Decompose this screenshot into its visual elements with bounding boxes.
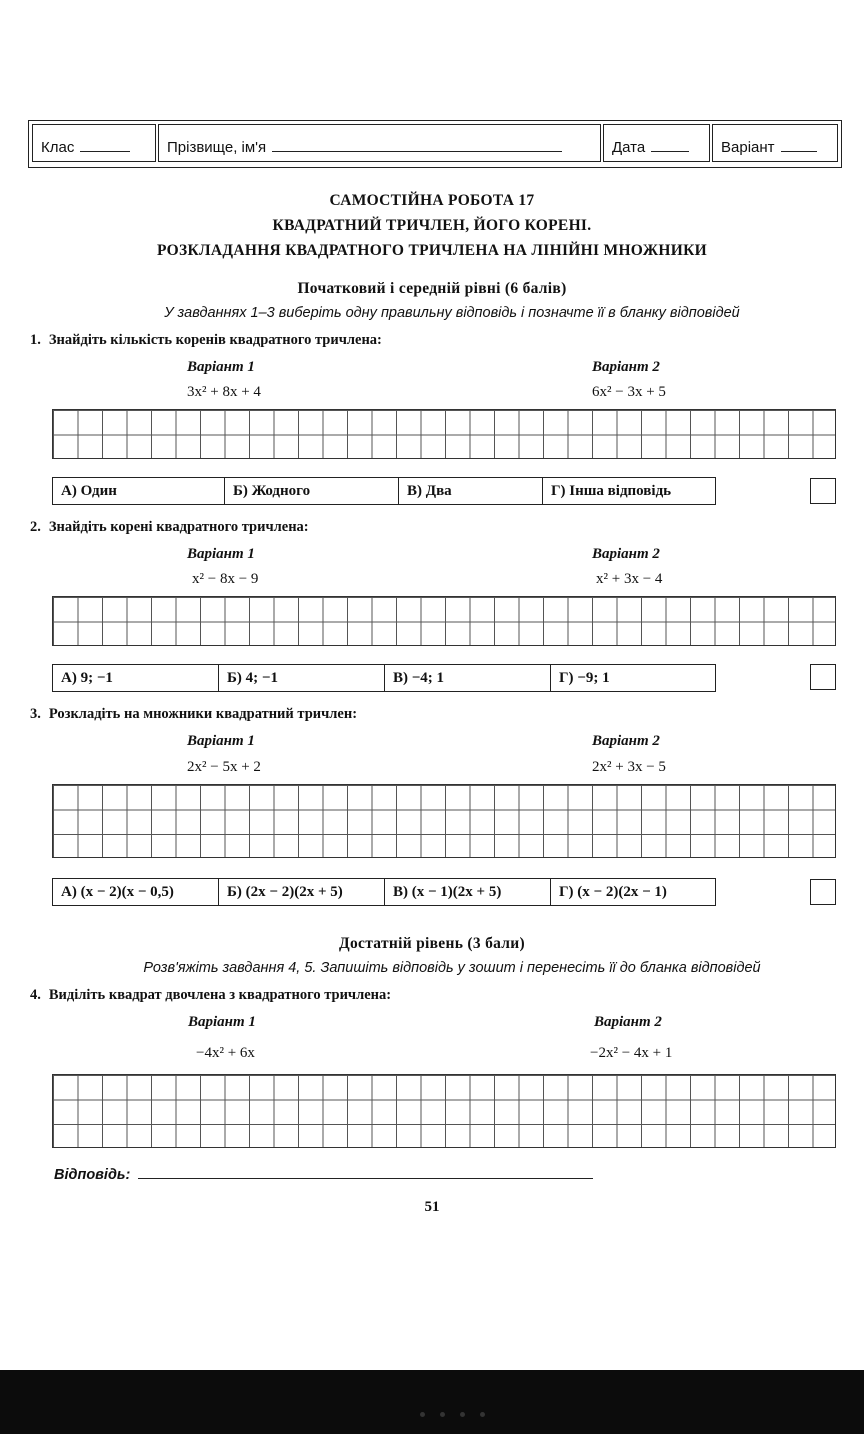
task-1-option-b[interactable]: Б) Жодного <box>225 478 399 504</box>
task-2-variant2-label: Варіант 2 <box>592 546 660 562</box>
section2-instruction: Розв'яжіть завдання 4, 5. Запишіть відповідь у зошит і перенесіть її до бланка відповідей <box>143 960 761 976</box>
dot-indicator <box>440 1412 445 1417</box>
task-2-option-d[interactable]: Г) −9; 1 <box>559 670 610 686</box>
task-2-answer-box[interactable] <box>810 664 836 690</box>
task-3-variant1-label: Варіант 1 <box>187 733 255 749</box>
task-3-answer-box[interactable] <box>810 879 836 905</box>
section2-heading: Достатній рівень (3 бали) <box>339 935 525 952</box>
task-2-variant1-label: Варіант 1 <box>187 546 255 562</box>
title-line-1: САМОСТІЙНА РОБОТА 17 <box>329 192 535 209</box>
task-1-text: Знайдіть кількість коренів квадратного тричлена: <box>48 332 382 348</box>
task-1-options <box>52 477 716 505</box>
name-label: Прізвище, ім'я <box>167 139 267 156</box>
task-3-variant2-label: Варіант 2 <box>592 733 660 749</box>
task-3-text: Розкладіть на множники квадратний тричлен: <box>48 706 358 722</box>
task-4-work-grid[interactable] <box>52 1074 836 1148</box>
task-1-option-c[interactable]: В) Два <box>399 478 543 504</box>
dot-indicator <box>420 1412 425 1417</box>
task-2-variant1-expr: x² − 8x − 9 <box>192 571 259 587</box>
task-4-variant1-label: Варіант 1 <box>188 1014 256 1030</box>
task-4 <box>30 987 391 1004</box>
task-1-work-grid[interactable] <box>52 409 836 459</box>
task-3-number: 3. <box>30 706 41 722</box>
task-1-answer-box[interactable] <box>810 478 836 504</box>
task-2-options <box>52 664 716 692</box>
task-1-variant1-label: Варіант 1 <box>187 359 255 375</box>
task-3-variant2-expr: 2x² + 3x − 5 <box>592 759 666 775</box>
task-2-text: Знайдіть корені квадратного тричлена: <box>48 519 309 535</box>
task-3-option-d[interactable]: Г) (x − 2)(2x − 1) <box>559 884 667 900</box>
task-4-variant2-label: Варіант 2 <box>594 1014 662 1030</box>
dot-indicator <box>460 1412 465 1417</box>
header-table <box>28 120 842 168</box>
answer-label: Відповідь: <box>54 1167 131 1183</box>
task-1 <box>30 332 382 349</box>
task-3-options <box>52 878 716 906</box>
task-2 <box>30 519 309 536</box>
task-1-variant2-label: Варіант 2 <box>592 359 660 375</box>
task-1-number: 1. <box>30 332 41 348</box>
date-field[interactable] <box>603 124 710 162</box>
task-3-variant1-expr: 2x² − 5x + 2 <box>187 759 261 775</box>
task-4-variant1-expr: −4x² + 6x <box>196 1045 255 1061</box>
variant-field[interactable] <box>712 124 838 162</box>
task-2-work-grid[interactable] <box>52 596 836 646</box>
task-2-variant2-expr: x² + 3x − 4 <box>596 571 663 587</box>
task-4-number: 4. <box>30 987 41 1003</box>
task-3-option-b[interactable]: Б) (2x − 2)(2x + 5) <box>219 879 385 905</box>
task-4-text: Виділіть квадрат двочлена з квадратного тричлена: <box>48 987 392 1003</box>
title-line-3: РОЗКЛАДАННЯ КВАДРАТНОГО ТРИЧЛЕНА НА ЛІНІЙНІ МНОЖНИКИ <box>156 242 708 259</box>
page-number: 51 <box>424 1199 440 1215</box>
section1-instruction: У завданнях 1–3 виберіть одну правильну відповідь і позначте її в бланку відповідей <box>164 305 740 321</box>
section1-heading: Початковий і середній рівні (6 балів) <box>297 280 567 297</box>
task-1-variant1-expr: 3x² + 8x + 4 <box>187 384 261 400</box>
task-2-option-c[interactable]: В) −4; 1 <box>385 665 551 691</box>
task-1-variant2-expr: 6x² − 3x + 5 <box>592 384 666 400</box>
task-2-option-a[interactable]: А) 9; −1 <box>53 665 219 691</box>
date-label: Дата <box>612 139 646 156</box>
task-2-number: 2. <box>30 519 41 535</box>
task-3-work-grid[interactable] <box>52 784 836 858</box>
dot-indicator <box>480 1412 485 1417</box>
task-3-option-a[interactable]: А) (x − 2)(x − 0,5) <box>53 879 219 905</box>
task-2-option-b[interactable]: Б) 4; −1 <box>219 665 385 691</box>
title-line-2: КВАДРАТНИЙ ТРИЧЛЕН, ЙОГО КОРЕНІ. <box>272 217 592 234</box>
answer-line[interactable] <box>54 1164 593 1184</box>
task-3-option-c[interactable]: В) (x − 1)(2x + 5) <box>385 879 551 905</box>
class-label: Клас <box>41 139 75 156</box>
task-1-option-d[interactable]: Г) Інша відповідь <box>551 483 672 499</box>
name-field[interactable] <box>158 124 601 162</box>
task-4-variant2-expr: −2x² − 4x + 1 <box>590 1045 673 1061</box>
task-3 <box>30 706 357 723</box>
class-field[interactable] <box>32 124 156 162</box>
bottom-bar <box>0 1370 864 1434</box>
variant-label: Варіант <box>721 139 775 156</box>
task-1-option-a[interactable]: А) Один <box>53 478 225 504</box>
